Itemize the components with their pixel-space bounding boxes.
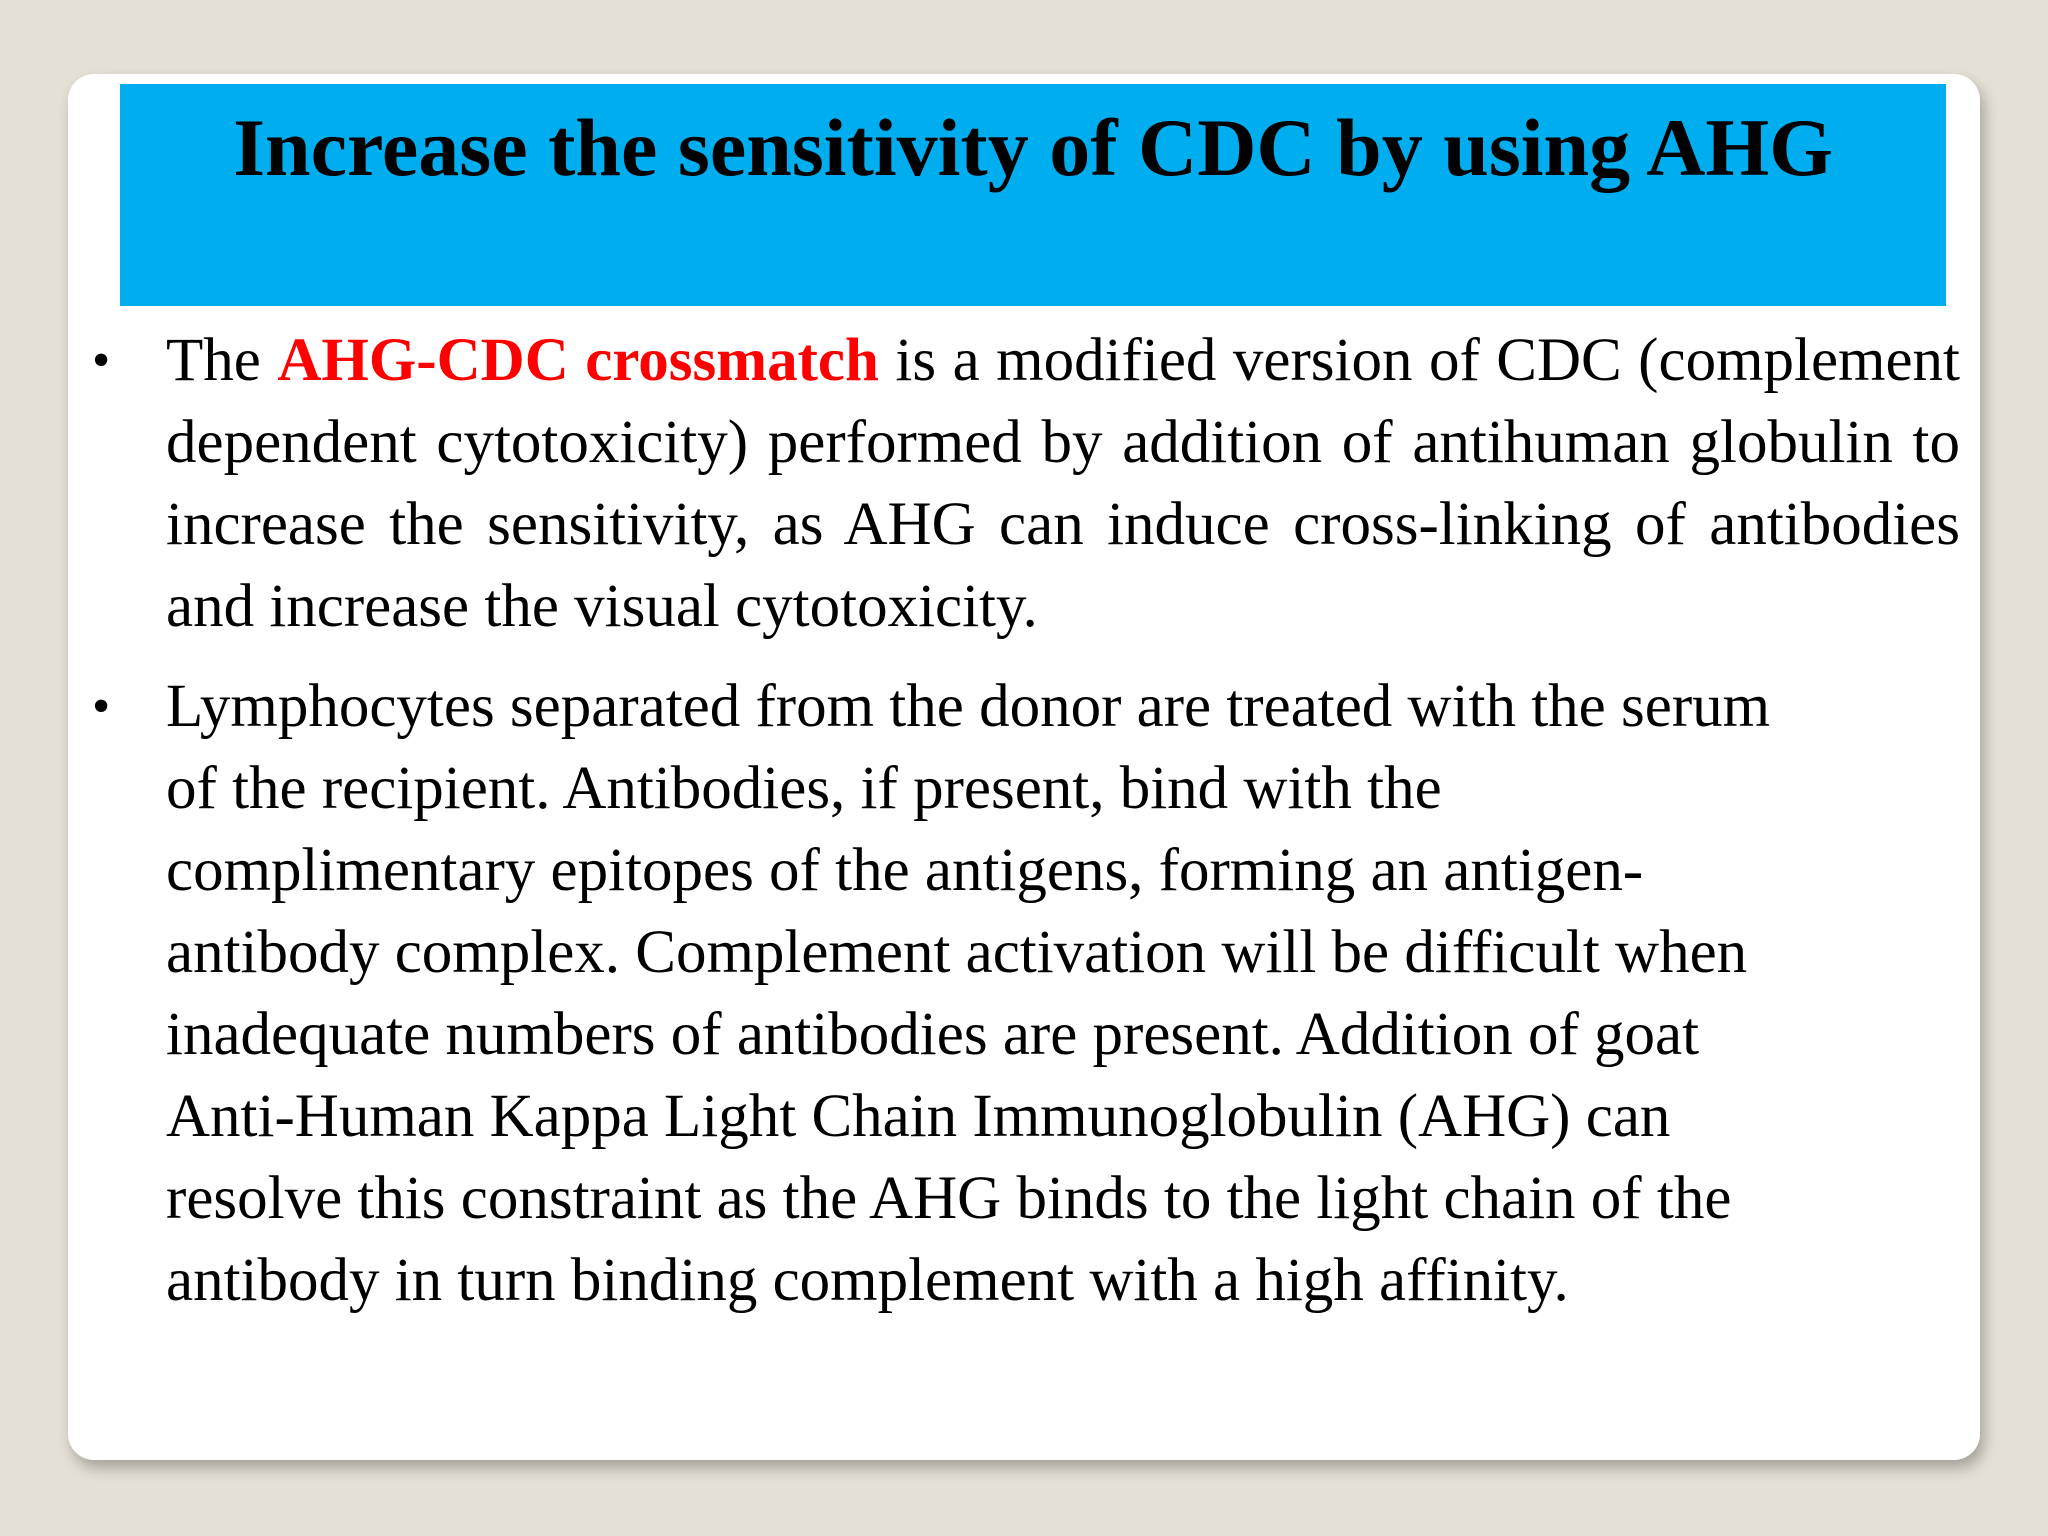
text-line: antibody complex. Complement activation will be difficult when	[166, 919, 1748, 986]
bullet-text-suffix: is a modified version of CDC (complement dependent cytotoxicity) performed by addition of antihuman globulin to increase the sensitivity, as AHG can induce cross-linking of antibodies and increase the visual cytotoxicity.	[166, 327, 1961, 640]
text-line: inadequate numbers of antibodies are present. Addition of goat	[166, 1001, 1700, 1068]
bullet-item-1	[80, 320, 1960, 648]
highlight-term: AHG-CDC crossmatch	[277, 327, 879, 394]
bullet-marker: •	[92, 332, 111, 389]
bullet-list	[80, 320, 1960, 1322]
bullet-marker: •	[92, 678, 111, 735]
text-line: Lymphocytes separated from the donor are treated with the serum	[166, 673, 1771, 740]
bullet-text	[166, 320, 1960, 648]
text-line: antibody in turn binding complement with a high affinity.	[166, 1247, 1569, 1314]
text-line: Anti-Human Kappa Light Chain Immunoglobulin (AHG) can	[166, 1083, 1671, 1150]
text-line: complimentary epitopes of the antigens, forming an antigen-	[166, 837, 1644, 904]
text-line: resolve this constraint as the AHG binds to the light chain of the	[166, 1165, 1732, 1232]
title-banner	[120, 84, 1946, 306]
bullet-item-2	[80, 666, 1960, 1322]
bullet-text	[166, 666, 2046, 1322]
text-line: of the recipient. Antibodies, if present, bind with the	[166, 755, 1442, 822]
slide-title: Increase the sensitivity of CDC by using AHG	[233, 102, 1833, 193]
bullet-text-prefix: The	[166, 327, 278, 394]
